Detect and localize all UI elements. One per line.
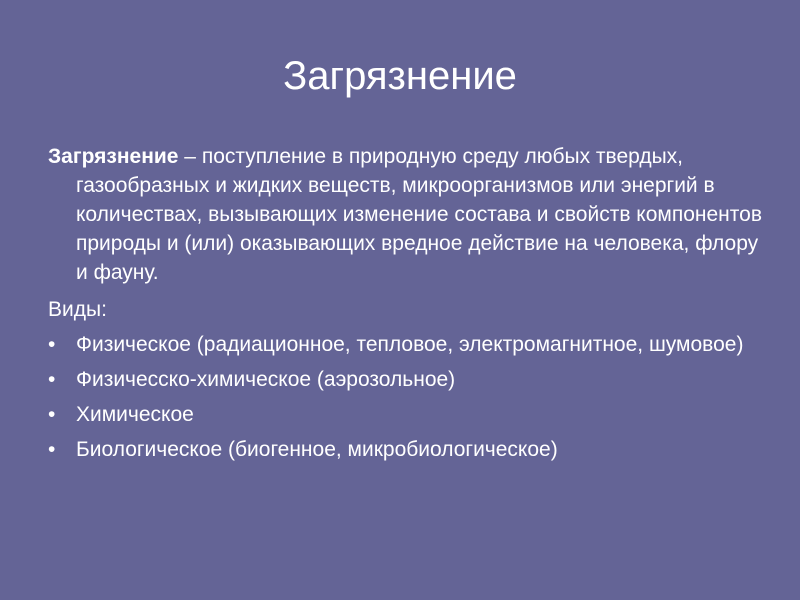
bullet-icon: • <box>48 333 56 356</box>
definition-text: – поступление в природную среду любых твердых, газообразных и жидких веществ, микроорганизмов или энергий в количествах, вызывающих изменение состава и свойств компонентов природы и (или) оказывающих вредное действие на человека, флору и фауну. <box>76 145 762 284</box>
definition-term: Загрязнение <box>48 145 179 168</box>
bullet-icon: • <box>48 368 56 391</box>
types-list <box>48 330 768 464</box>
list-item-text: Физичесско-химическое (аэрозольное) <box>76 368 456 391</box>
types-label: Виды: <box>48 298 107 321</box>
definition-paragraph <box>48 142 768 287</box>
slide-title: Загрязнение <box>283 54 517 98</box>
slide-content <box>48 142 768 470</box>
list-item-text: Химическое <box>76 403 194 426</box>
bullet-icon: • <box>48 403 56 426</box>
list-item <box>48 435 768 464</box>
list-item <box>48 330 768 359</box>
list-item <box>48 400 768 429</box>
list-item-text: Биологическое (биогенное, микробиологическое) <box>76 438 558 461</box>
bullet-icon: • <box>48 438 56 461</box>
list-item <box>48 365 768 394</box>
list-item-text: Физическое (радиационное, тепловое, электромагнитное, шумовое) <box>76 333 744 356</box>
